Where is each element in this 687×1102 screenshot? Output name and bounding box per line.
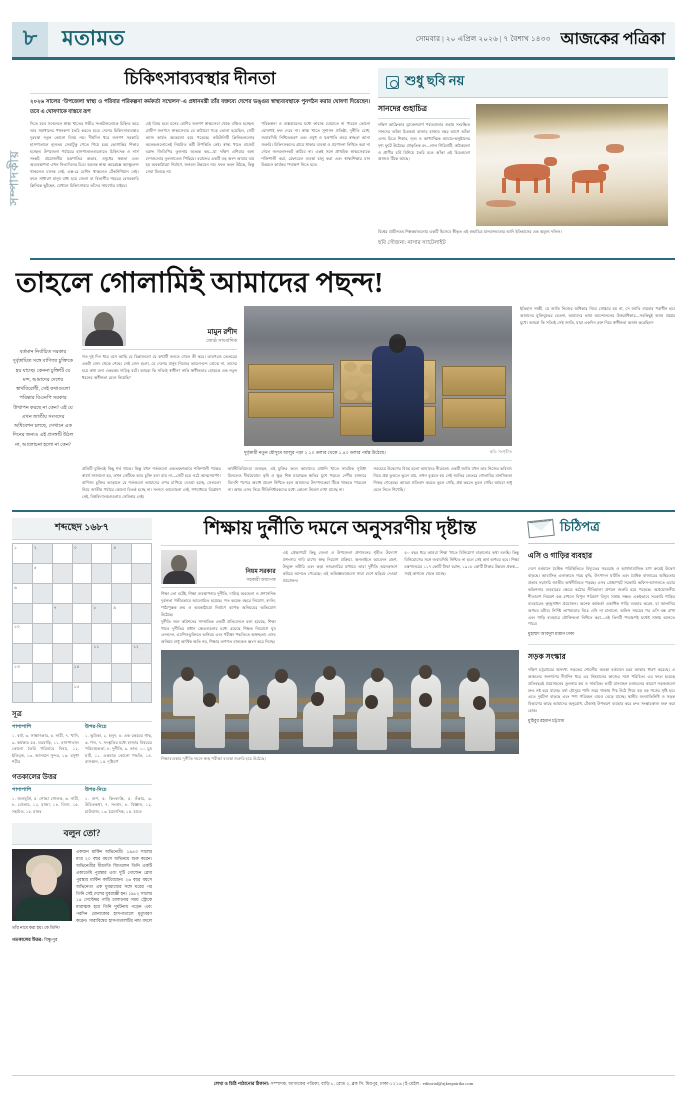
education-author-name: নিয়ম সরকার	[245, 569, 276, 576]
feature-col-2: প্রতিটি চুক্তিরই কিছু শর্ত থাকে। কিন্তু যখন শর্তগুলো একতরফাভাবে শক্তিশালী পক্ষের স্বার্থে সাজানো হয়, তখন সেটিকে আর চুক্তি বলা যায় না—সেটি হয়ে ওঠে আত্মসমর্পণ। বাণিজ্য চুক্তির আড়ালে যে শর্তগুলো আমাদের ওপর চাপিয়ে দেওয়া হচ্ছে, সেগুলো নিয়ে জাতীয় পর্যায়ে কোনো বিতর্ক হচ্ছে না। সংসদে আলোচনা নেই, গণমাধ্যমে বিশ্লেষণ নেই, বিশ্ববিদ্যালয়গুলোয় সেমিনার নেই।	[82, 466, 221, 499]
crossword-column	[12, 518, 152, 943]
photo-feature-text	[378, 104, 470, 226]
crossword-cell[interactable]	[53, 644, 73, 664]
crossword-cell[interactable]	[132, 683, 152, 703]
crossword-cell[interactable]	[73, 644, 93, 664]
crossword-cell[interactable]: ১০	[13, 624, 33, 644]
crossword-cell[interactable]	[73, 624, 93, 644]
crossword-cell[interactable]	[112, 664, 132, 684]
crossword-cell[interactable]	[73, 564, 93, 584]
footer-label: লেখা ও চিঠি পাঠানোর ঠিকানা:	[213, 1081, 270, 1086]
bottom-row	[12, 518, 675, 943]
page-footer	[12, 1075, 675, 1088]
crossword-cell[interactable]: ৪	[112, 544, 132, 564]
letters-kicker: চিঠিপত্র	[560, 519, 600, 535]
photo-feature	[378, 68, 668, 248]
crossword-cell[interactable]	[112, 644, 132, 664]
letter-title-1: এসি ও গাড়ির ব্যবহার	[528, 551, 593, 561]
feature-photo-wrap	[244, 306, 512, 461]
crossword-cell[interactable]	[92, 564, 112, 584]
prev-across-answers: ১. জলমূর্তি, ৫. শোভা গোলক, ৬. নারী, ৮. বোতাম, ১২. রাজা, ১৪. বিদ্যা, ১৫. সহমিত, ১৮. মানব	[12, 795, 79, 814]
page-number: ৮	[12, 22, 48, 57]
quiz-question: একজন মার্কিন অভিনেত্রী। ১৯৪৩ সালের মাত্র ২০ বছর বয়সে অভিনয়ে শুরু করেন। অভিনেত্রীর ধীরগতি জিতলেন তিনি একটি একাডেমি পুরস্কার এবং দুটি গোল্ডেন গ্লোব পুরস্কার মার্কিন কাটিয়েছেন। ২৬ বছর বয়সে অভিনেতা এক যুবরাজের সঙ্গে ঘরের পর তিনি সেই দেশের যুবরাজ্ঞী হন। ১৯৮২ সালের ১৪ সেপ্টেম্বর গাড়ি চালানোর সময় স্ট্রোকে মারাত্মক হয়ে তিনি দুর্ঘটনায় পড়েন এবং পরদিন মোনাকোর হাসপাতালে মৃত্যুবরণ করেন। সারাবিশ্বের হাসপাতালটির নাম বদলে তাঁর নামে করা হয়। কে তিনি?	[12, 849, 152, 930]
crossword-cell[interactable]	[92, 683, 112, 703]
photo-feature-credit: ছবি সৌজন্য: নাসার স্যাটেলাইট	[378, 239, 446, 246]
crossword-cell[interactable]	[33, 624, 53, 644]
photo-feature-kicker: শুধু ছবি নয়	[405, 73, 465, 88]
prev-across-block	[12, 787, 79, 816]
quiz-answer-label: গতকালের উত্তর:	[12, 936, 43, 942]
feature-author	[82, 306, 237, 350]
feature-author-and-text	[82, 306, 237, 461]
crossword-cell[interactable]	[73, 604, 93, 624]
crossword-cell[interactable]	[92, 584, 112, 604]
feature-main	[82, 306, 512, 500]
prev-down-label: উপর-নিচে	[85, 786, 107, 793]
photo-feature-header	[378, 68, 668, 98]
prev-down-answers: ১. গুণ, ৫. কিংবদন্তি, ৫. ওঁকার, ৬. উচিতকথা, ৭. সংবাদ, ৮. বিজ্ঞান, ১২. চাউবাজ, ১৩. ত্রৈমাসিক, ১৫. হাতে	[85, 795, 152, 814]
feature-pull-quote: বর্তমান নির্বাচিত সরকার দুর্বৃত্তায়িত সঙ্গে বাণিজ্য চুক্তিকে হয় যাচ্ছে। কেননা চুক্তিটি যে মন্দ, আমাদের দেশের স্বার্থবিরোধী, সেই কথাগুলো পরিষ্কার বিএনপি সরকার উত্থাপন করছে না কেন? এই যে এখন জাতীয় সংসদের অধিবেশন চলছে, সেখানে এক দিনের জন্যও এই প্রসঙ্গটি উঠল না, আলোচনা হলো না কেন?	[12, 350, 74, 448]
market-photo	[244, 306, 512, 446]
crossword-cell[interactable]: ৯	[112, 604, 132, 624]
clue-columns	[12, 724, 152, 766]
section-title: মতামত	[62, 26, 125, 50]
crossword-cell[interactable]	[132, 544, 152, 564]
crossword-cell[interactable]: ১৩	[13, 664, 33, 684]
quiz-answer-row	[12, 936, 152, 944]
crossword-cell[interactable]: ৩	[73, 544, 93, 564]
crossword-cell[interactable]	[13, 644, 33, 664]
crossword-cell[interactable]	[112, 564, 132, 584]
header-spacer	[139, 22, 416, 57]
quiz-answer: বিষ্ণুপুর	[44, 936, 58, 942]
photo-feature-body	[378, 104, 668, 226]
cave-painting-photo	[476, 104, 668, 226]
shopper-figure	[372, 346, 424, 442]
crossword-cell[interactable]	[33, 664, 53, 684]
crossword-cell[interactable]	[132, 664, 152, 684]
crossword-cell[interactable]: ৭	[53, 604, 73, 624]
prev-down-block	[85, 787, 152, 816]
photo-feature-caption-extra: বিশ্বের প্রাচীনতম শিল্পকর্মগুলোর একটি হিসেবে স্বীকৃত এই গুহাচিত্র মানবসভ্যতার আদি ইতিহাসের এক অমূল্য দলিল।	[378, 229, 562, 234]
across-clues: ১. বর্ষা, ৩. সাক্ষাৎকার, ৫. নারী, ৭. খাদি, ৯. কর্মকার ৫৫. ঘরবাড়ি, ১১. হাসপাতাল কোনো তৈরি পরিবারে বিষয়, ১২. ইতিবৃত্ত, ১৩. আসমান সুন্দর, ১৬. বসুধা শরীর	[12, 733, 79, 765]
across-clues-block	[12, 724, 79, 766]
crossword-cell[interactable]: ৫	[33, 564, 53, 584]
author-avatar	[82, 306, 126, 346]
crossword-cell[interactable]: ১২	[132, 644, 152, 664]
photo-feature-title: সানদের গুহাচিত্র	[378, 104, 470, 119]
crossword-cell[interactable]	[92, 624, 112, 644]
crossword-cell[interactable]	[132, 584, 152, 604]
crossword-cell[interactable]	[53, 564, 73, 584]
editorial-col-2: এই বিষয় হলে মনের শ্রেণির জনগণ স্বাস্থ্যসেবা থেকে বঞ্চিত হচ্ছেন। গ্রামীণ জনপদে স্বাস্থ্যসেবার যে কাঠামো গড়ে তোলা হয়েছিল, সেটি আজ কার্যত অকেজো হয়ে পড়েছে। কমিউনিটি ক্লিনিকগুলোর অনেকগুলোতেই নিয়মিত কর্মী উপস্থিতি নেই। স্বাস্থ্য খাতে বাজেট বরাদ্দ জিডিপির তুলনায় অত্যন্ত কম—যা দক্ষিণ এশিয়ার অন্য দেশগুলোর তুলনাতেও পিছিয়ে। বরাদ্দের একটি বড় অংশ আবার ব্যয় হয় অবকাঠামো নির্মাণে, জনবল উন্নয়নে নয়। ফলে ভবন উঠছে, কিন্তু সেবা মিলছে না।	[145, 121, 255, 175]
date-line: সোমবার | ২০ এপ্রিল ২০২৬ | ৭ বৈশাখ ১৪৩৩	[415, 34, 551, 43]
prev-answer-columns	[12, 787, 152, 816]
letter-item	[528, 651, 675, 725]
prev-answer-heading: গতকালের উত্তর	[12, 771, 152, 785]
author-role: জ্যেষ্ঠ সাংবাদিক	[205, 339, 237, 345]
vertical-section-label: সম্পাদকীয়	[7, 150, 21, 206]
crossword-cell[interactable]	[33, 584, 53, 604]
letter-item	[528, 550, 675, 637]
letter-sign-1: মুহাম্মদ আবদুল মান্নান ঢাকা	[528, 631, 575, 637]
crossword-cell[interactable]	[112, 683, 132, 703]
crossword-cell[interactable]	[132, 604, 152, 624]
education-col-1: দুর্নীতি দমন কমিশনের সাম্প্রতিক একটি প্রতিবেদনে বলা হয়েছে, শিক্ষা খাতে দুর্নীতির প্রধান ক্ষেত্রগুলোর মধ্যে রয়েছে শিক্ষক নিয়োগে ঘুষ লেনদেন, এমপিওভুক্তিতে অনিয়ম এবং পরীক্ষা পদ্ধতিতে অস্বচ্ছতা। এসব অনিয়ম শুধু আর্থিক ক্ষতি নয়, শিক্ষার গুণগত মানকেও ধ্বংস করে দিচ্ছে।	[161, 618, 276, 645]
education-author-role: সহকারী অধ্যাপক	[246, 577, 276, 583]
newspaper-page	[0, 22, 687, 1102]
feature-lower-columns	[82, 466, 512, 500]
editorial-headline: চিকিৎসাব্যবস্থার দীনতা	[30, 68, 370, 94]
envelope-icon	[527, 519, 555, 539]
education-lede: শিক্ষা তো বটেই, শিক্ষা ব্যবস্থাপনার দুর্নীতি, দায়িত্ব অবহেলা ও প্রশাসনিক দুর্বলতা গভীরভাবে আলোচিত হয়েছে। গত কয়েক বছরে নিয়োগ, বদলি, পাঠ্যপুস্তক ক্রয় ও অবকাঠামো নির্মাণে ব্যাপক অনিয়মের অভিযোগ উঠেছে।	[161, 591, 276, 617]
crossword-cell[interactable]	[73, 584, 93, 604]
crossword-cell[interactable]: ৮	[92, 604, 112, 624]
crossword-cell[interactable]	[13, 604, 33, 624]
letter-sign-2: মুহিবুর রহমান চট্টগ্রাম	[528, 718, 565, 724]
crossword-cell[interactable]	[112, 584, 132, 604]
crossword-cell[interactable]: ৬	[13, 584, 33, 604]
feature-col-1: গত দুই দিন ধরে বসে আছি যে চিন্তাগুলো যে কথাটি বলতে গেলে কী করে। তারপরও ভেতরের একটা জেদ থেকে গেছে। সেই জেদ হলো, যে দেশের মানুষ নিজের ভালো-মন্দ বোঝে না, তাদের হয়ে কথা বলা একরকম দায়িত্ব বটে। আমরা কি সত্যিই স্বাধীন? নাকি স্বাধীনতার মোড়কে এক নতুন ধরনের অধীনতা মেনে নিয়েছি?	[82, 354, 237, 380]
editorial-col-3: পরিকল্পনা ও বাস্তবায়নের মধ্যে ফারাক ঘোচাতে না পারলে কোনো ঘোষণাই ফল দেবে না। স্বাস্থ্য খাতে সুশাসন প্রতিষ্ঠা, দুর্নীতি রোধ, জবাবদিহি নিশ্চিতকরণ এবং ওষুধ ও যন্ত্রপাতি ক্রয়ে স্বচ্ছতা আনা জরুরি। চিকিৎসকদের গ্রামে থাকার ব্যবস্থা ও প্রণোদনা নিশ্চিত করা না গেলে জনবলসংকট কাটবে না। একই সঙ্গে প্রাথমিক স্বাস্থ্যসেবাকে শক্তিশালী করা, রেফারেল ব্যবস্থা চালু করা এবং স্বাস্থ্যশিক্ষার মান উন্নয়নে কার্যকর পদক্ষেপ নিতে হবে।	[261, 121, 371, 168]
letter-body-1: দেশে বর্তমানে বৈশ্বিক পরিস্থিতিতে বিদ্যুতের সরবরাহ ও আর্থসামাজিক চাপ ক্রমেই উদ্বেগ বাড়ছে। আবাসিক এলাকাতে গরম বৃদ্ধি, উৎপাদন ঘাটতি এবং বৈশ্বিক বাজারের অস্থিরতার প্রভাব সরাসরি জাতীয় অর্থনীতিতে পড়ছে। এসব প্রেক্ষাপটে সরকারি অফিস-আদালতে এয়ার কন্ডিশনার ব্যবহারের ক্ষেত্রে কঠোর নীতিমালা প্রণয়ন জরুরি হয়ে পড়েছে। অপ্রয়োজনীয় শীতাতপ নিয়ন্ত্রণ বন্ধ রাখলে বিপুল পরিমাণ বিদ্যুৎ সাশ্রয় সম্ভব। একইভাবে সরকারি গাড়ির ব্যবহারেও কৃচ্ছ্রসাধন প্রয়োজন। অনেক কর্মকর্তা একাধিক গাড়ি ব্যবহার করেন, যা জ্বালানির অপচয় ঘটায়। নির্দিষ্ট তাপমাত্রার নিচে এসি না চালানো, অফিস সময়ের পর এসি বন্ধ রাখা এবং গাড়ি ব্যবহারে যৌক্তিকতা নিশ্চিত করা—এই তিনটি পদক্ষেপই যথেষ্ট সাশ্রয় আনতে পারে।	[528, 566, 675, 627]
feature-headline: তাহলে গোলামিই আমাদের পছন্দ!	[16, 267, 384, 299]
top-row	[30, 68, 675, 248]
crossword-title: শব্দছেদ ১৬৮৭	[12, 518, 152, 540]
quiz-body	[12, 849, 152, 944]
clue-heading: সূত্র	[12, 708, 152, 722]
crossword-cell[interactable]	[13, 564, 33, 584]
crossword-cell[interactable]: ২	[33, 544, 53, 564]
crossword-cell[interactable]	[92, 544, 112, 564]
feature-col-3: অর্থনীতিবিদেরা বলছেন, এই চুক্তির ফলে আমাদের রপ্তানি খাতে সাময়িক সুবিধা মিললেও দীর্ঘমেয়াদে কৃষি ও ক্ষুদ্র শিল্প মারাত্মক ক্ষতির মুখে পড়বে। দেশীয় বাজারে বিদেশি পণ্যের অবাধ প্রবেশ নিশ্চিত হলে আমাদের উৎপাদকেরা টিকে থাকতে পারবেন না। অথচ এসব নিয়ে নীতিনির্ধারকদের মধ্যে কোনো উদ্বেগ দেখা যাচ্ছে না।	[227, 466, 367, 492]
education-col-2: এই প্রেক্ষাপটে কিছু জেলা ও উপজেলা প্রশাসনের গৃহীত উদ্যোগ প্রশংসার দাবি রাখে। স্বচ্ছ নিয়োগ প্রক্রিয়া, অনলাইনে আবেদন গ্রহণ, উন্মুক্ত লটারি এবং কড়া নজরদারির মাধ্যমে তারা দুর্নীতি অনেকাংশে কমিয়ে আনতে পেরেছে। এই অভিজ্ঞতাগুলো সারা দেশে ছড়িয়ে দেওয়া প্রয়োজন।	[282, 550, 398, 583]
feature-top-row	[82, 306, 512, 461]
crossword-cell[interactable]: ১১	[92, 644, 112, 664]
crossword-cell[interactable]	[132, 624, 152, 644]
feature-divider	[30, 258, 675, 260]
crossword-cell[interactable]	[112, 624, 132, 644]
crossword-cell[interactable]: ১৪	[73, 664, 93, 684]
crossword-grid[interactable]	[12, 543, 152, 703]
editorial-lede: ২০২৬ সালের ‘উপজেলা স্বাস্থ্য ও পরিবার পরিকল্পনা কর্মকর্তা সম্মেলন’-এ প্রধানমন্ত্রী তাঁর বক্তব্যে দেশের ভঙ্গুর স্বাস্থ্যব্যবস্থাকে পুনর্গঠন করার ঘোষণা দিয়েছেন। তবে এ ঘোষণাকে বাস্তবে রূপ	[30, 99, 370, 115]
feature-row	[12, 306, 675, 500]
author-name: মামুন রশীদ	[207, 328, 237, 337]
crossword-cell[interactable]	[53, 544, 73, 564]
education-author-avatar	[161, 550, 197, 584]
across-label: পাশাপাশি	[12, 724, 32, 731]
education-col-1-wrap	[161, 550, 276, 646]
crossword-cell[interactable]	[33, 644, 53, 664]
crossword-cell[interactable]	[53, 683, 73, 703]
crossword-cell[interactable]: ১৫	[73, 683, 93, 703]
crossword-cell[interactable]	[33, 683, 53, 703]
crossword-cell[interactable]	[53, 624, 73, 644]
crossword-cell[interactable]	[53, 584, 73, 604]
quiz-title: বলুন তো?	[12, 823, 152, 845]
letter-body-2: দক্ষিণ চট্টগ্রামের অসংখ্য সড়কের শোচনীয় অবস্থা বর্তমানে চরম আকার ধারণ করেছে। এ অঞ্চলের জনগণের দীর্ঘদিন ধরে এর নিম্নমানের কাজের সঙ্গে পরিচিত। এর ফলে হয়েছে প্রতিবছরই প্রয়োজনের তুলনায় কম ও সাময়িক। ভারী যানবাহন চলাচলের কারণে সড়কগুলো দ্রুত নষ্ট হয়ে যাচ্ছে। বর্ষা মৌসুমে পানি জমে থাকায় পিচ উঠে গিয়ে বড় বড় গর্তের সৃষ্টি হয়। এতে দুর্ঘটনা বাড়ছে এবং পণ্য পরিবহন ব্যয়ও বেড়ে যাচ্ছে। স্থানীয় জনপ্রতিনিধি ও সড়ক বিভাগের কাছে আমাদের অনুরোধ, টেকসই উপকরণ ব্যবহার করে দ্রুত সংস্কারকাজ শুরু করা হোক।	[528, 666, 675, 714]
masthead	[12, 22, 675, 60]
market-photo-caption: দুর্বৃত্তায়ী নতুন মৌসুমে আলুর পড়া ২.১০ ডলার থেকে ১.৪০ ডলার পর্যন্ত উঠেছে।	[244, 450, 386, 456]
feature-col-4: সবচেয়ে উদ্বেগের বিষয় হলো আমাদের নীরবতা। একটি জাতি যখন তার নিজের ভবিষ্যৎ নিয়ে প্রশ্ন তুলতে ভুলে যায়, তখন বুঝতে হয় সেই জাতির ভেতরে গোলামির মানসিকতা শিকড় গেড়েছে। আমরা প্রতিবাদ করতে ভুলে গেছি, প্রশ্ন করতে ভুলে গেছি। আমরা শুধু মেনে নিতে শিখেছি।	[373, 466, 513, 492]
crossword-cell[interactable]	[92, 664, 112, 684]
market-photo-caption-row	[244, 449, 512, 461]
exam-hall-photo	[161, 650, 519, 754]
brand-logo: আজকের পত্রিকা	[560, 31, 665, 48]
education-author-name-block	[202, 566, 276, 584]
down-clues: ১. ভূমিকা, ২. হলুদ, ৪. এক রকমের গাছ, ৬. পদ্য, ৭. সংস্কৃতির মধ্যে হাজার বিষয়ের পরিচায়কতা, ৮. দুর্নীতি, ৯. তাল, ১০. চুম ঘাট, ১১. একমাত্র কোনো পদ্ধতি, ১৪. বাসস্থান, ১৫. দৃষ্টিবর্ণ	[85, 733, 152, 765]
author-name-block	[132, 326, 237, 346]
crossword-cell[interactable]	[132, 564, 152, 584]
down-clues-block	[85, 724, 152, 766]
prev-across-label: পাশাপাশি	[12, 786, 32, 793]
crossword-cell[interactable]	[33, 604, 53, 624]
feature-col-5: ইতিহাস সাক্ষী, যে জাতি নিজের অধিকার নিয়ে সোচ্চার হয় না, সে জাতি বারবার পরাধীন হয়। আমাদের মুক্তিযুদ্ধের চেতনা, আমাদের ভাষা আন্দোলনের উত্তরাধিকার—সবকিছুই আজ প্রশ্নের মুখে। আমরা কি সত্যিই সেই জাতি, যারা একদিন রক্ত দিয়ে স্বাধীনতা অর্জন করেছিল?	[520, 306, 675, 325]
editorial-article	[30, 68, 370, 248]
crossword-cell[interactable]	[13, 683, 33, 703]
down-label: উপর-নিচে	[85, 724, 107, 731]
letter-title-2: সড়ক সংস্কার	[528, 651, 566, 661]
letters-column	[528, 518, 675, 943]
editorial-columns	[30, 121, 370, 190]
education-columns	[161, 550, 519, 646]
education-headline: শিক্ষায় দুর্নীতি দমনে অনুসরণীয় দৃষ্টান্ত	[161, 518, 519, 546]
camera-icon	[386, 76, 399, 89]
exam-photo-caption: শিক্ষাব্যবস্থায় দুর্নীতি দমনে স্বচ্ছ পরীক্ষা ব্যবস্থা জরুরি হয়ে উঠেছে।	[161, 756, 266, 762]
quiz-portrait-photo	[12, 849, 72, 921]
market-photo-credit: ছবি: সংগৃহীত	[489, 449, 512, 455]
education-col-3: ৫০ বছর ধরে আমরা শিক্ষা খাতে বিনিয়োগ বাড়ানোর কথা বলছি। কিন্তু বিনিয়োগের সঙ্গে জবাবদিহি নিশ্চিত না হলে সেই অর্থ অপচয় হবে। শিক্ষা মন্ত্রণালয়ের ১১৭ কোটি টাকা বরাদ্দ, ১৯১৮ কোটি টাকার উন্নয়ন প্রকল্প—সবই কাগজে থেকে যাচ্ছে।	[404, 550, 520, 576]
photo-feature-caption: দক্ষিণ আফ্রিকার ড্রাকেন্সবার্গ পর্বতমালার গুহায় সংরক্ষিত সানদের আঁকা চিত্রকর্ম। হাজার হাজার বছর আগে আঁকা এসব চিত্রে শিকার, নৃত্য ও আধ্যাত্মিক আচার-অনুষ্ঠানের দৃশ্য ফুটে উঠেছে। প্রাকৃতিক রং—লাল গিরিমাটি, কাঠকয়লা ও প্রাণীর চর্বি মিশিয়ে তৈরি রঙে আঁকা এই চিত্রগুলো আজও টিকে আছে।	[378, 122, 470, 162]
bottom-divider	[12, 510, 675, 512]
editorial-col-1: দিতে হলে সম্মেলনে স্বাস্থ্য খাতের গভীর সংকটগুলোকে চিহ্নিত করে তার সমাধানের পথনকশা তৈরি করতে হবে। দেশের চিকিৎসাব্যবস্থার দুরবস্থা নতুন কোনো বিষয় নয়। দীর্ঘদিন ধরে জনগণ সরকারি হাসপাতালে ন্যূনতম সেবাটুকু পেতে গিয়ে চরম ভোগান্তির শিকার হচ্ছেন। উপজেলা পর্যায়ের হাসপাতালগুলোতে চিকিৎসক ও নার্স সংকট, প্রয়োজনীয় যন্ত্রপাতির অভাব, ওষুধের স্বল্পতা এবং অব্যবস্থাপনা এখন নিত্যদিনের চিত্র। অনেক স্বাস্থ্য কমপ্লেক্সে অ্যাম্বুলেন্স থাকলেও চালক নেই, এক্স-রে মেশিন থাকলেও টেকনিশিয়ান নেই। ফলে সাধারণ মানুষ বাধ্য হয়ে জেলা বা বিভাগীয় শহরের বেসরকারি ক্লিনিকে ছুটছেন, যেখানে চিকিৎসাব্যয় তাঁদের সামর্থ্যের বাইরে।	[30, 121, 139, 189]
footer-email[interactable]: editorial@ajkerpatrika.com	[422, 1081, 474, 1086]
letters-header	[528, 518, 675, 544]
crossword-cell[interactable]	[53, 664, 73, 684]
education-article	[161, 518, 519, 943]
education-author	[161, 550, 276, 588]
crossword-cell[interactable]: ১	[13, 544, 33, 564]
footer-address: সম্পাদক, আজকের পত্রিকা, বাড়ি ৮, রোড ২, ব্লক সি, মিরপুর, ঢাকা-১২১৬ | ই-মেইল :	[270, 1081, 422, 1086]
